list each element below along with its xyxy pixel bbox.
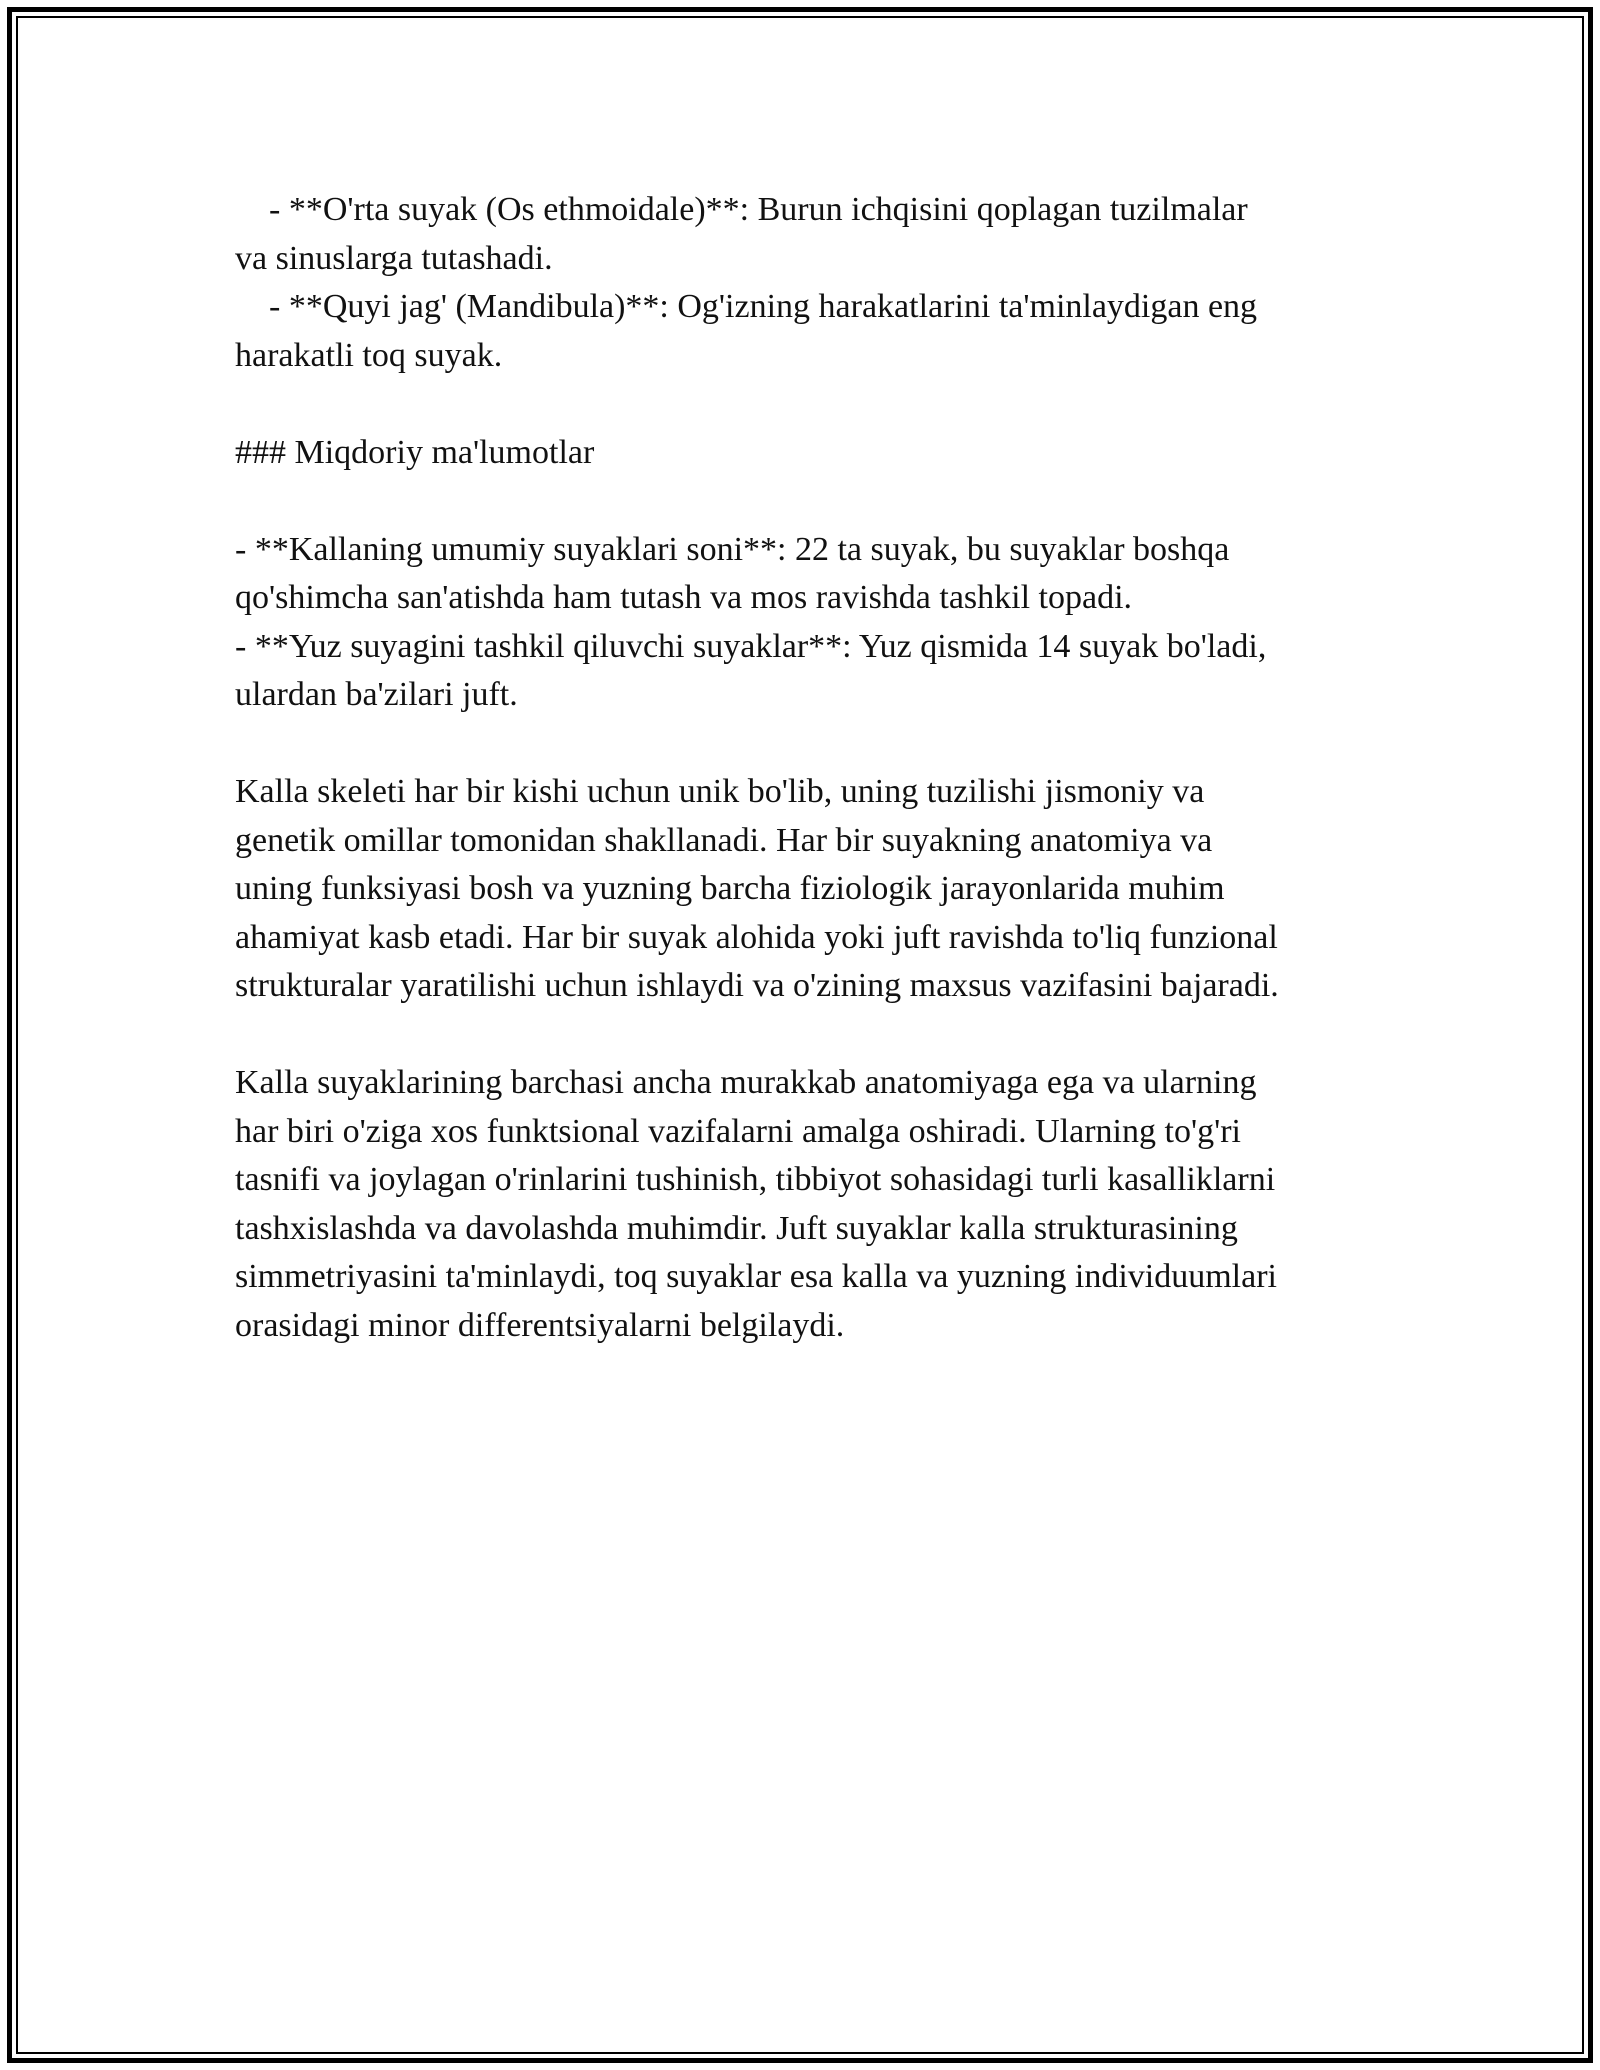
- text-line: - **O'rta suyak (Os ethmoidale)**: Burun ichqisini qoplagan tuzilmalar: [235, 191, 1248, 228]
- text-line: - **Kallaning umumiy suyaklari soni**: 22 ta suyak, bu suyaklar boshqa: [235, 530, 1230, 568]
- text-line: Kalla suyaklarining barchasi ancha murakkab anatomiyaga ega va ularning: [235, 1064, 1257, 1101]
- text-line: Kalla skeleti har bir kishi uchun unik bo'lib, uning tuzilishi jismoniy va: [235, 773, 1205, 810]
- text-line: simmetriyasini ta'minlaydi, toq suyaklar esa kalla va yuzning individuumlari: [235, 1258, 1277, 1295]
- text-line: orasidagi minor differentsiyalarni belgilaydi.: [235, 1306, 845, 1344]
- blank-line: [235, 1011, 1370, 1060]
- text-line: qo'shimcha san'atishda ham tutash va mos ravishda tashkil topadi.: [235, 579, 1133, 616]
- text-line: genetik omillar tomonidan shakllanadi. Har bir suyakning anatomiya va: [235, 821, 1213, 859]
- text-line: strukturalar yaratilishi uchun ishlaydi va o'zining maxsus vazifasini bajaradi.: [235, 967, 1279, 1004]
- section-heading: ### Miqdoriy ma'lumotlar: [235, 433, 595, 471]
- blank-line: [235, 380, 1370, 429]
- text-line: ahamiyat kasb etadi. Har bir suyak alohida yoki juft ravishda to'liq funzional: [235, 918, 1278, 956]
- text-line: har biri o'ziga xos funktsional vazifalarni amalga oshiradi. Ularning to'g'ri: [235, 1112, 1241, 1150]
- text-line: tasnifi va joylagan o'rinlarini tushinish, tibbiyot sohasidagi turli kasalliklarni: [235, 1161, 1276, 1198]
- text-line: tashxislashda va davolashda muhimdir. Juft suyaklar kalla strukturasining: [235, 1209, 1238, 1247]
- text-line: va sinuslarga tutashadi.: [235, 239, 553, 277]
- document-body: [235, 186, 1370, 1350]
- text-line: harakatli toq suyak.: [235, 336, 503, 374]
- text-line: - **Yuz suyagini tashkil qiluvchi suyaklar**: Yuz qismida 14 suyak bo'ladi,: [235, 627, 1267, 665]
- text-line: ulardan ba'zilari juft.: [235, 676, 518, 713]
- text-line: - **Quyi jag' (Mandibula)**: Og'izning harakatlarini ta'minlaydigan eng: [235, 288, 1258, 325]
- blank-line: [235, 477, 1370, 526]
- blank-line: [235, 720, 1370, 769]
- text-line: uning funksiyasi bosh va yuzning barcha fiziologik jarayonlarida muhim: [235, 870, 1225, 907]
